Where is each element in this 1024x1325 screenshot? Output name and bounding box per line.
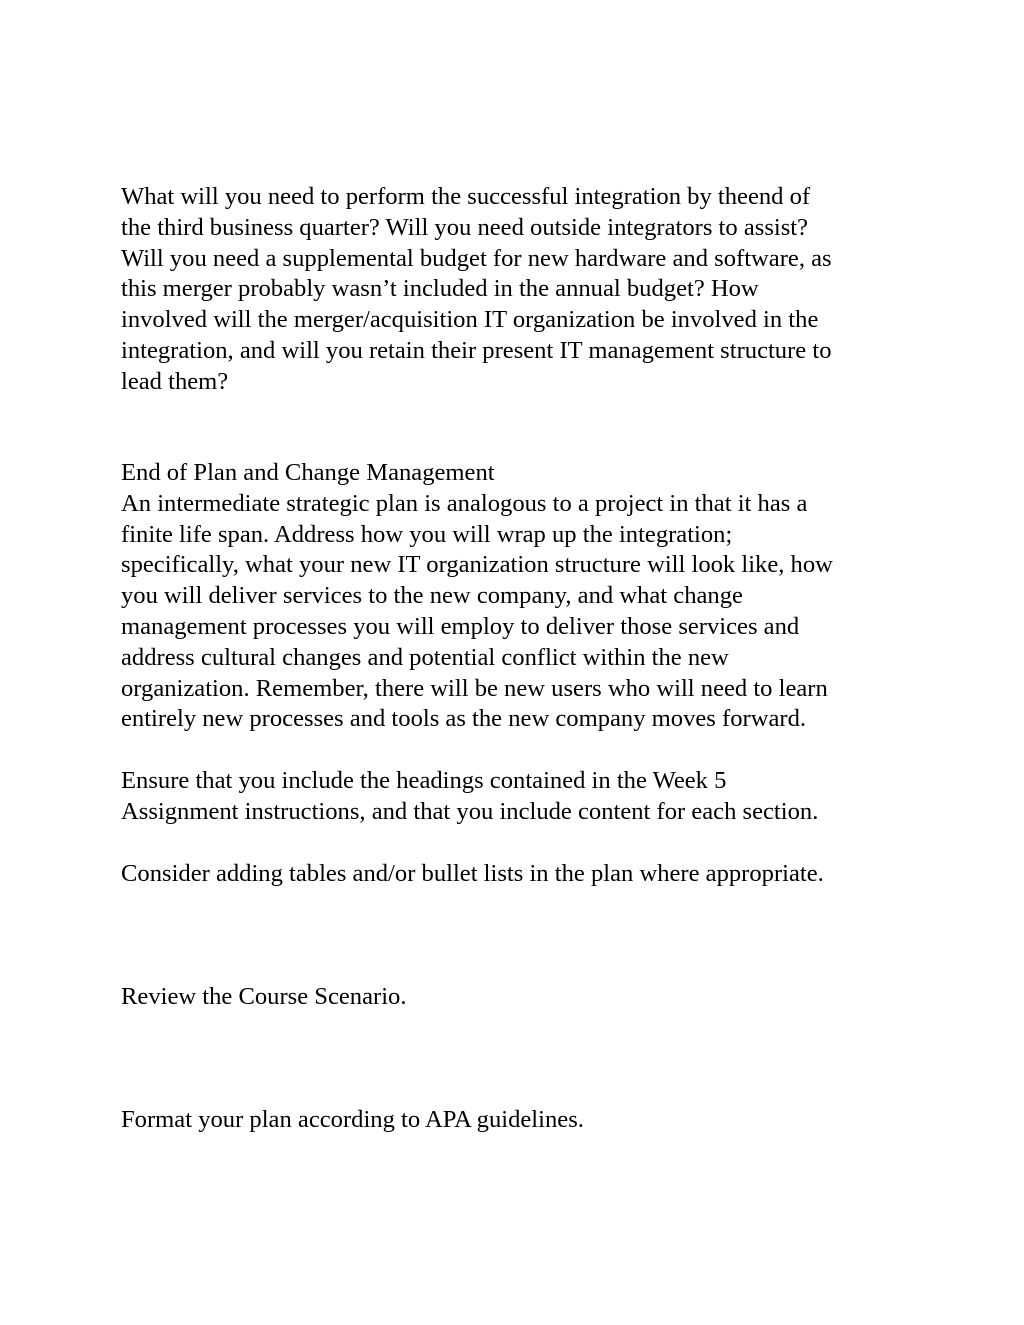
headings-instruction: Ensure that you include the headings contained in the Week 5 Assignment instructions, and that you include content for each section. — [121, 767, 819, 825]
section-paragraph: An intermediate strategic plan is analogous to a project in that it has a finite life span. Address how you will wrap up the integration; specifically, what your new IT organization structure will look like, how you will deliver services to the new company, and what change management processes you will employ to deliver those services and address cultural changes and potential conflict within the new organization. Remember, there will be new users who will need to learn entirely new processes and tools as the new company moves forward. — [121, 489, 833, 733]
review-instruction: Review the Course Scenario. — [121, 983, 407, 1010]
format-instruction: Format your plan according to APA guidelines. — [121, 1106, 584, 1133]
section-heading: End of Plan and Change Management — [121, 459, 495, 486]
intro-paragraph: What will you need to perform the successful integration by theend of the third business quarter? Will you need outside integrators to assist? Will you need a supplemental budget for new hardware and software, as this merger probably wasn’t included in the annual budget? How involved will the merger/acquisition IT organization be involved in the integration, and will you retain their present IT management structure to lead them? — [121, 183, 832, 395]
tables-instruction: Consider adding tables and/or bullet lists in the plan where appropriate. — [121, 860, 824, 887]
section — [121, 458, 921, 735]
